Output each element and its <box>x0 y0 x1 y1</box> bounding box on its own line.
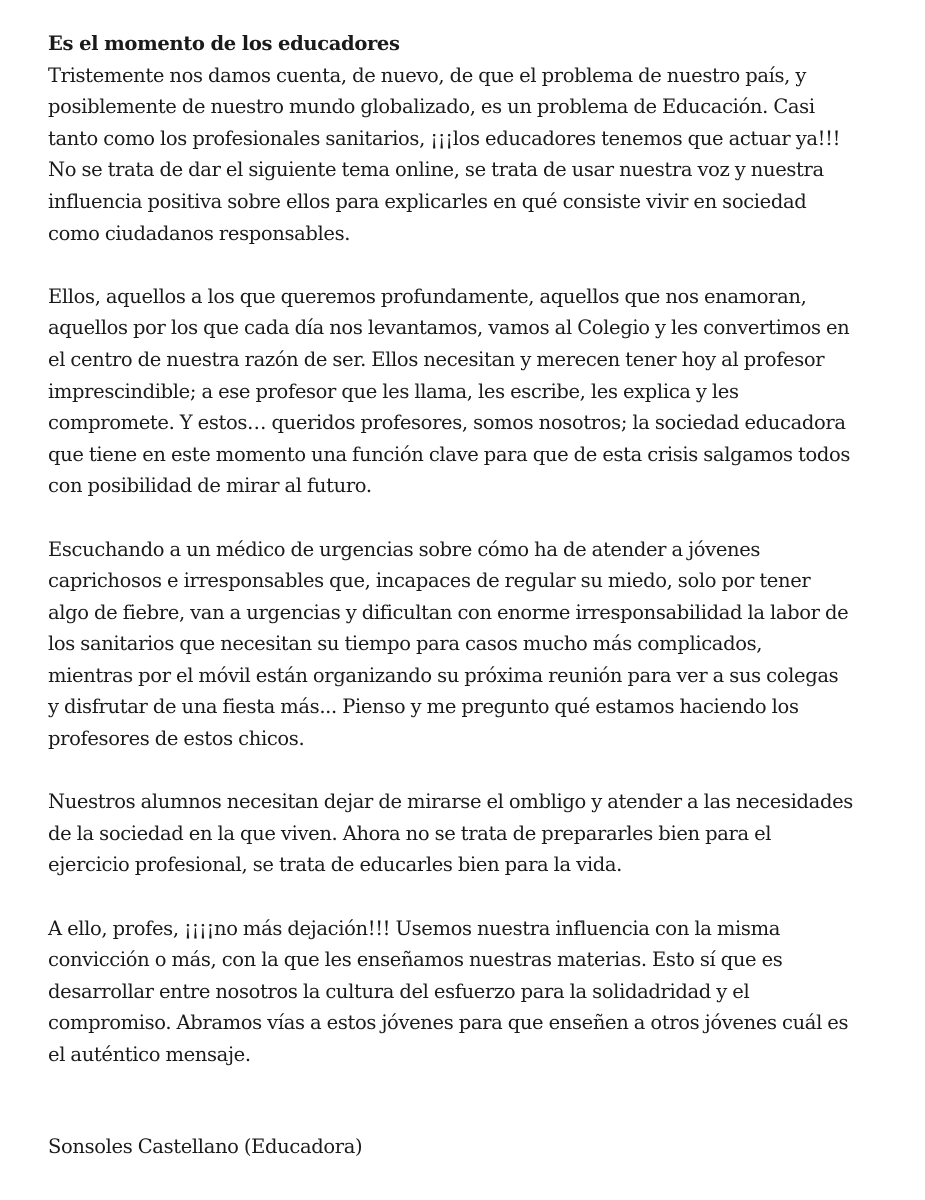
paragraph-line: y disfrutar de una fiesta más... Pienso y me pregunto qué estamos haciendo los <box>48 695 799 719</box>
paragraph-line: como ciudadanos responsables. <box>48 221 351 245</box>
body-paragraph <box>48 534 878 755</box>
paragraph-line: aquellos por los que cada día nos levantamos, vamos al Colegio y les convertimos en <box>48 316 850 340</box>
author-signature: Sonsoles Castellano (Educadora) <box>48 1135 363 1158</box>
paragraph-line: mientras por el móvil están organizando su próxima reunión para ver a sus colegas <box>48 663 839 687</box>
paragraph-line: caprichosos e irresponsables que, incapaces de regular su miedo, solo por tener <box>48 569 811 593</box>
paragraph-line: profesores de estos chicos. <box>48 727 305 751</box>
paragraph-line: Nuestros alumnos necesitan dejar de mirarse el ombligo y atender a las necesidades <box>48 790 853 814</box>
paragraph-line: Tristemente nos damos cuenta, de nuevo, de que el problema de nuestro país, y <box>48 63 807 87</box>
document-body <box>48 60 878 1071</box>
paragraph-line: de la sociedad en la que viven. Ahora no se trata de prepararles bien para el <box>48 821 772 845</box>
body-paragraph <box>48 281 878 502</box>
paragraph-line: imprescindible; a ese profesor que les llama, les escribe, les explica y les <box>48 379 739 403</box>
body-paragraph <box>48 60 878 250</box>
paragraph-line: posiblemente de nuestro mundo globalizado, es un problema de Educación. Casi <box>48 95 815 119</box>
paragraph-line: A ello, profes, ¡¡¡¡no más dejación!!! Usemos nuestra influencia con la misma <box>48 916 780 940</box>
body-paragraph <box>48 913 878 1071</box>
paragraph-line: compromiso. Abramos vías a estos jóvenes para que enseñen a otros jóvenes cuál es <box>48 1011 849 1035</box>
paragraph-line: Escuchando a un médico de urgencias sobre cómo ha de atender a jóvenes <box>48 537 761 561</box>
paragraph-line: No se trata de dar el siguiente tema online, se trata de usar nuestra voz y nuestra <box>48 158 824 182</box>
paragraph-line: algo de fiebre, van a urgencias y dificultan con enorme irresponsabilidad la labor de <box>48 600 849 624</box>
paragraph-line: desarrollar entre nosotros la cultura del esfuerzo para la solidadridad y el <box>48 979 750 1003</box>
paragraph-line: con posibilidad de mirar al futuro. <box>48 474 372 498</box>
document-page <box>48 28 878 1158</box>
paragraph-line: convicción o más, con la que les enseñamos nuestras materias. Esto sí que es <box>48 948 783 972</box>
paragraph-line: influencia positiva sobre ellos para explicarles en qué consiste vivir en sociedad <box>48 189 807 213</box>
paragraph-line: compromete. Y estos… queridos profesores, somos nosotros; la sociedad educadora <box>48 411 846 435</box>
body-paragraph <box>48 786 878 881</box>
paragraph-line: tanto como los profesionales sanitarios, ¡¡¡los educadores tenemos que actuar ya!!! <box>48 126 841 150</box>
paragraph-line: el centro de nuestra razón de ser. Ellos necesitan y merecen tener hoy al profesor <box>48 347 825 371</box>
document-title: Es el momento de los educadores <box>48 32 400 55</box>
paragraph-line: los sanitarios que necesitan su tiempo para casos mucho más complicados, <box>48 632 763 656</box>
paragraph-line: ejercicio profesional, se trata de educarles bien para la vida. <box>48 853 622 877</box>
paragraph-line: el auténtico mensaje. <box>48 1043 251 1066</box>
paragraph-line: Ellos, aquellos a los que queremos profundamente, aquellos que nos enamoran, <box>48 284 807 308</box>
paragraph-line: que tiene en este momento una función clave para que de esta crisis salgamos todos <box>48 442 851 466</box>
